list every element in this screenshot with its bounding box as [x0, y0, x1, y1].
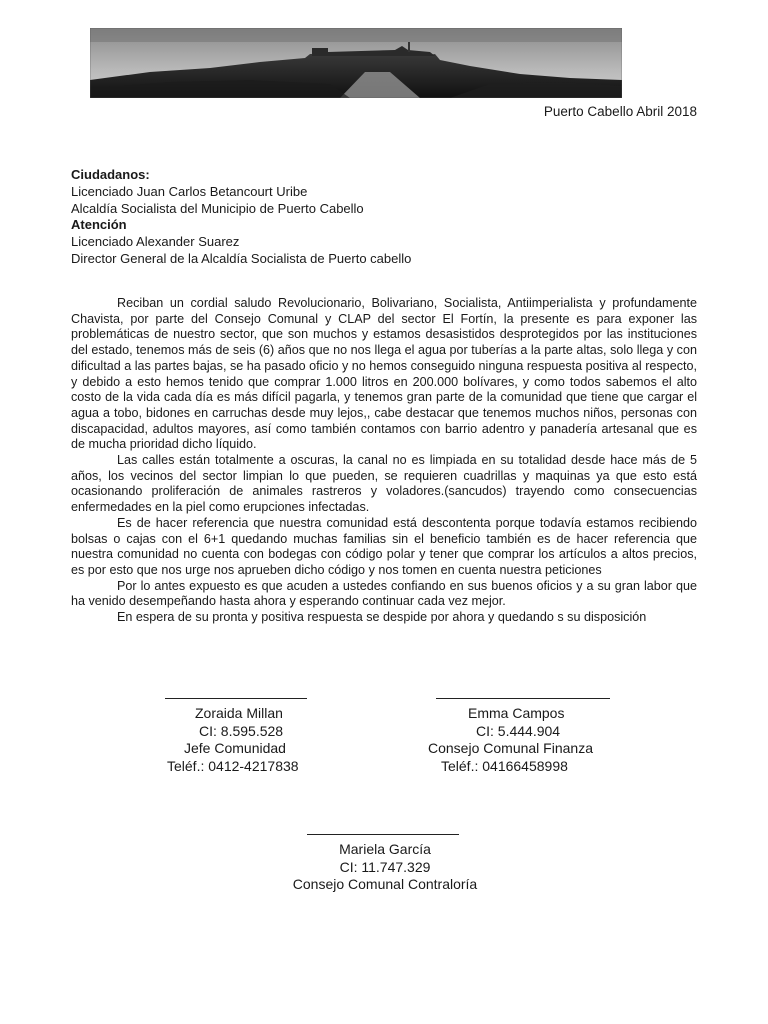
signer-name: Mariela García [339, 841, 431, 857]
signer-role: Consejo Comunal Finanza [428, 740, 593, 756]
body-paragraph: Por lo antes expuesto es que acuden a ustedes confiando en sus buenos oficios y a su gran labor que ha venido desempeñando hasta ahora y esperando continuar cada vez mejor. [71, 578, 697, 609]
signature-line [436, 698, 610, 699]
signature-mariela [285, 834, 485, 894]
addressee-line: Director General de la Alcaldía Socialista de Puerto cabello [71, 250, 412, 266]
signer-id: CI: 8.595.528 [199, 722, 284, 739]
body-paragraph: Las calles están totalmente a oscuras, la canal no es limpiada en su totalidad desde hace más de 5 años, los vecinos del sector limpian lo que pueden, se requieren cuadrillas y maquinas ya que esto está ocasionando proliferación de animales rastreros y voladores.(sancudos) trayendo como consecuencias enfermedades en la piel como erupciones infectadas. [71, 453, 697, 515]
addressee-line: Alcaldía Socialista del Municipio de Puerto Cabello [71, 200, 364, 216]
addressee-line: Licenciado Juan Carlos Betancourt Uribe [71, 183, 308, 199]
landscape-fortress-photo-icon [90, 28, 622, 98]
signature-line [307, 834, 459, 835]
date-line: Puerto Cabello Abril 2018 [543, 104, 697, 119]
letter-body [71, 296, 697, 626]
signer-role: Jefe Comunidad [184, 740, 286, 756]
signer-id: CI: 11.747.329 [339, 858, 431, 875]
signer-phone: Teléf.: 04166458998 [441, 757, 568, 774]
body-paragraph: Reciban un cordial saludo Revolucionario, Bolivariano, Socialista, Antiimperialista y profundamente Chavista, por parte del Consejo Comunal y CLAP del sector El Fortín, la presente es para exponer las problemáticas de nuestro sector, que son muchos y estamos desasistidos desprotegidos por las instituciones del estado, tenemos más de seis (6) años que no nos llega el agua por tuberías a la parte altas, solo llega y con dificultad a las partes bajas, se ha pasado oficio y no hemos conseguido ninguna respuesta positiva al respecto, y debido a esto hemos tenido que comprar 1.000 litros en 200.000 bolívares, y como todos sabemos el alto costo de la vida cada día es más difícil pagarla, y tenemos gran parte de la comunidad que tiene que cargar el agua a tobo, bidones en carruchas desde muy lejos,, cabe destacar que tenemos muchos niños, personas con discapacidad, adultos mayores, así como también contamos con barrio adentro y panadería artesanal que es de mucha prioridad dicho líquido. [71, 296, 697, 452]
signer-phone: Teléf.: 0412-4217838 [167, 757, 299, 774]
header-photo [90, 28, 622, 98]
signer-name: Emma Campos [468, 705, 565, 721]
body-paragraph: En espera de su pronta y positiva respuesta se despide por ahora y quedando s su disposición [117, 610, 647, 625]
signer-name: Zoraida Millan [195, 705, 283, 721]
addressee-heading: Ciudadanos: [71, 167, 150, 182]
signer-id: CI: 5.444.904 [476, 722, 561, 739]
body-paragraph: Es de hacer referencia que nuestra comunidad está descontenta porque todavía estamos recibiendo bolsas o cajas con el 6+1 quedando muchas familias sin el beneficio también es de hacer referencia que nuestra comunidad no cuenta con bodegas con código polar y tener que comprar los artículos a altos precios, es por esto que nos urge nos aprueben dicho código y nos tomen en cuenta nuestra peticiones [71, 515, 697, 577]
signature-emma [428, 698, 610, 775]
signer-role: Consejo Comunal Contraloría [292, 876, 478, 892]
addressee-block [71, 167, 711, 268]
signature-line [165, 698, 307, 699]
attention-heading: Atención [71, 217, 127, 233]
signature-zoraida [165, 698, 307, 775]
addressee-line: Licenciado Alexander Suarez [71, 234, 240, 250]
